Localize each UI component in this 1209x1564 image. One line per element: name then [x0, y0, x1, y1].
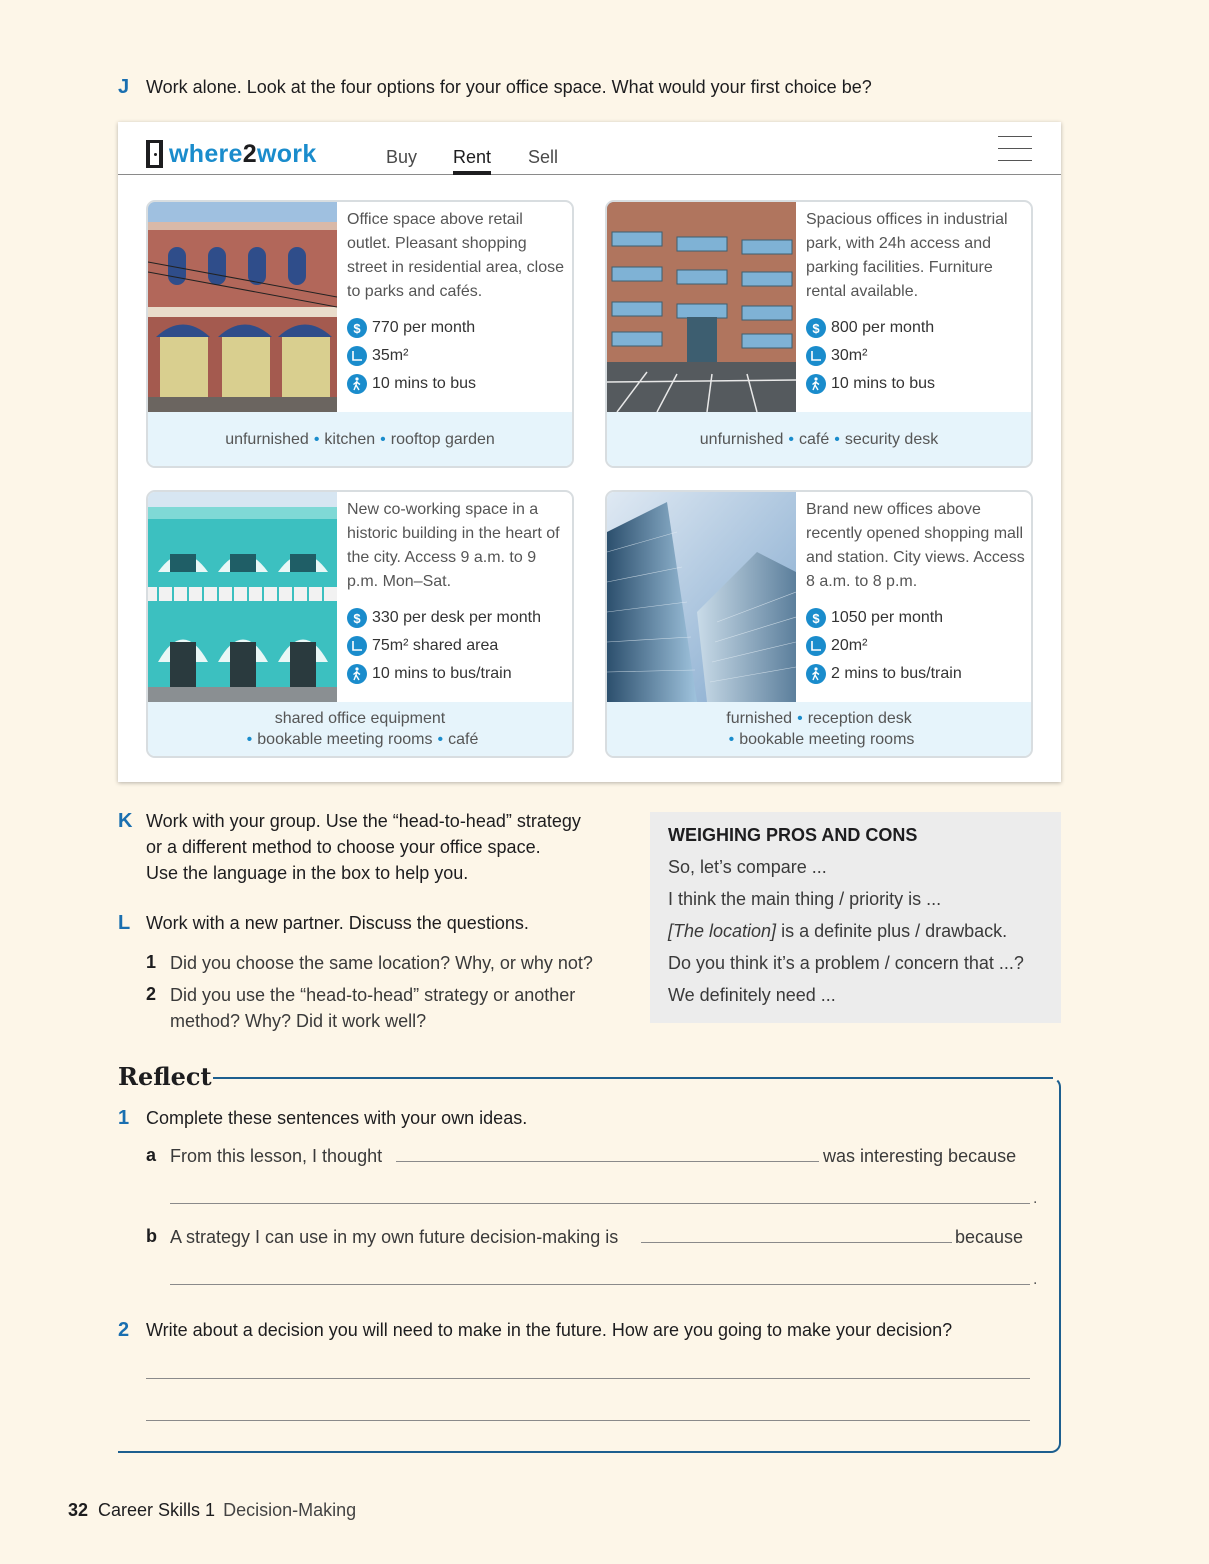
sentence-letter-b: b	[146, 1226, 157, 1246]
nav-sell[interactable]: Sell	[528, 147, 559, 167]
weighing-pros-cons-box	[650, 812, 1061, 1023]
reflect-number-1: 1	[118, 1107, 130, 1129]
reflect-number-2: 2	[118, 1319, 130, 1341]
phrase-1: So, let’s compare ...	[668, 857, 827, 877]
listing-features: furnished • reception desk • bookable meeting rooms	[607, 702, 1031, 756]
listing-area: 20m²	[806, 632, 1028, 660]
phrase-3: [The location] is a definite plus / drawback.	[668, 921, 1008, 941]
dollar-icon: $	[806, 608, 826, 628]
listing-area: 35m²	[347, 342, 569, 370]
property-website	[118, 122, 1061, 782]
door-icon	[146, 140, 163, 168]
section-k-instruction: Work with your group. Use the “head-to-head” strategy or a different method to choose your office space. Use the language in the box to help you.	[146, 811, 581, 883]
listing-card-mall[interactable]	[605, 490, 1033, 758]
phrase-2: I think the main thing / priority is ...	[668, 889, 942, 909]
listing-description: Office space above retail outlet. Pleasant shopping street in residential area, close to parks and cafés.	[347, 211, 564, 300]
discussion-question-1: Did you choose the same location? Why, or why not?	[170, 953, 593, 973]
reflect-box	[118, 1077, 1061, 1453]
listing-price: $ 800 per month	[806, 314, 1028, 342]
listing-area: 75m² shared area	[347, 632, 569, 660]
listing-area: 30m²	[806, 342, 1028, 370]
hamburger-menu-icon[interactable]	[998, 136, 1032, 163]
reflect-title: Reflect	[118, 1062, 212, 1091]
series-name: Career Skills 1	[98, 1500, 216, 1520]
nav-rent[interactable]: Rent	[453, 147, 491, 175]
section-l-instruction: Work with a new partner. Discuss the questions.	[146, 913, 529, 933]
listing-price: $ 1050 per month	[806, 604, 1028, 632]
area-icon	[806, 346, 826, 366]
listing-description: Brand new offices above recently opened shopping mall and station. City views. Access 8 a.m. to 8 p.m.	[806, 501, 1025, 590]
photo-shophouse-red	[148, 202, 337, 412]
reflect-instruction-2: Write about a decision you will need to make in the future. How are you going to make your decision?	[146, 1320, 953, 1340]
dollar-icon: $	[806, 318, 826, 338]
walking-person-icon	[347, 664, 367, 684]
topic-name: Decision-Making	[223, 1500, 357, 1520]
listing-features: unfurnished • kitchen • rooftop garden	[148, 412, 572, 466]
area-icon	[347, 346, 367, 366]
site-header	[118, 122, 1061, 175]
listing-transport: 10 mins to bus	[347, 370, 569, 398]
discussion-question-2: Did you use the “head-to-head” strategy or another method? Why? Did it work well?	[170, 985, 576, 1031]
section-j-letter: J	[118, 76, 130, 98]
photo-industrial-building	[607, 202, 796, 412]
question-number-1: 1	[146, 952, 157, 972]
walking-person-icon	[347, 374, 367, 394]
phrase-5: We definitely need ...	[668, 985, 836, 1005]
blank-a-2[interactable]	[170, 1203, 1030, 1204]
walking-person-icon	[806, 374, 826, 394]
reflect-instruction-1: Complete these sentences with your own ideas.	[146, 1108, 528, 1128]
blank-b-1[interactable]	[641, 1242, 952, 1243]
listing-card-coworking[interactable]	[146, 490, 574, 758]
listing-description: Spacious offices in industrial park, with 24h access and parking facilities. Furniture rental available.	[806, 211, 1008, 300]
logo-text-work: work	[256, 139, 317, 168]
dollar-icon: $	[347, 318, 367, 338]
blank-a-1[interactable]	[396, 1161, 819, 1162]
listing-transport: 2 mins to bus/train	[806, 660, 1028, 688]
page-number: 32	[68, 1500, 89, 1520]
phrase-4: Do you think it’s a problem / concern that ...?	[668, 953, 1024, 973]
area-icon	[347, 636, 367, 656]
nav-buy[interactable]: Buy	[386, 147, 418, 167]
listing-features: shared office equipment • bookable meeting rooms • café	[148, 702, 572, 756]
area-icon	[806, 636, 826, 656]
phrase-box-title: WEIGHING PROS AND CONS	[668, 825, 918, 845]
logo-text-where: where	[169, 139, 243, 168]
where2work-logo[interactable]	[146, 139, 317, 169]
sentence-letter-a: a	[146, 1145, 157, 1165]
logo-text-two: 2	[242, 139, 257, 168]
question-number-2: 2	[146, 984, 157, 1004]
walking-person-icon	[806, 664, 826, 684]
dollar-icon: $	[347, 608, 367, 628]
answer-line-2[interactable]	[146, 1420, 1030, 1421]
page-footer	[68, 1500, 356, 1521]
sentence-a-start: From this lesson, I thought	[170, 1146, 383, 1166]
section-j-instruction: Work alone. Look at the four options for your office space. What would your first choice be?	[146, 77, 872, 97]
photo-historic-turquoise-building	[148, 492, 337, 702]
answer-line-1[interactable]	[146, 1378, 1030, 1379]
blank-b-2[interactable]	[170, 1284, 1030, 1285]
listing-price: $ 330 per desk per month	[347, 604, 569, 632]
sentence-a-end: was interesting because	[823, 1146, 1017, 1166]
sentence-b-end: because	[955, 1227, 1024, 1247]
sentence-a-period: .	[1033, 1190, 1038, 1207]
section-k-letter: K	[118, 810, 133, 832]
listing-card-retail[interactable]	[146, 200, 574, 468]
listing-transport: 10 mins to bus/train	[347, 660, 569, 688]
sentence-b-period: .	[1033, 1271, 1038, 1288]
listing-description: New co-working space in a historic building in the heart of the city. Access 9 a.m. to 9 p.m. Mon–Sat.	[347, 501, 560, 590]
listing-card-industrial[interactable]	[605, 200, 1033, 468]
sentence-b-start: A strategy I can use in my own future decision-making is	[170, 1227, 619, 1247]
listing-features: unfurnished • café • security desk	[607, 412, 1031, 466]
section-l-letter: L	[118, 912, 131, 934]
photo-glass-skyscrapers	[607, 492, 796, 702]
listing-price: $ 770 per month	[347, 314, 569, 342]
listing-transport: 10 mins to bus	[806, 370, 1028, 398]
